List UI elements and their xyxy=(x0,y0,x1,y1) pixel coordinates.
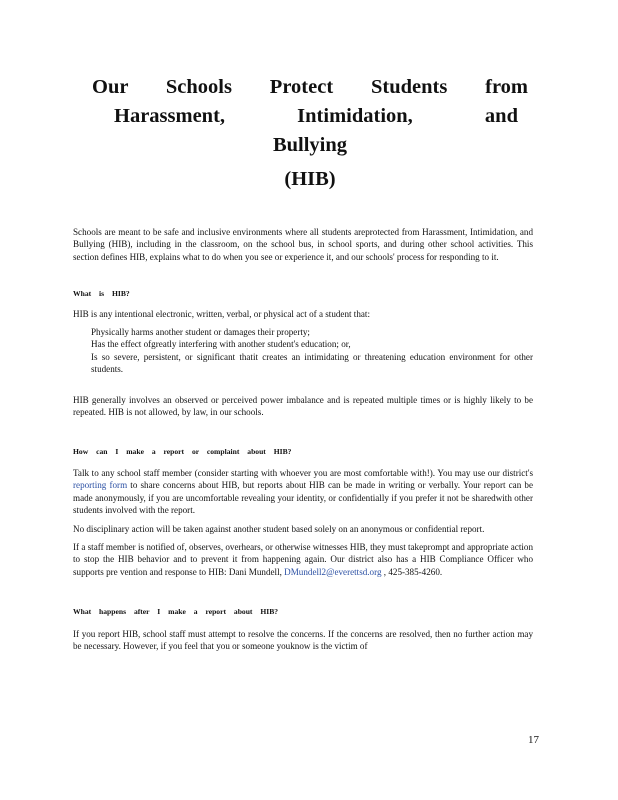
after-report-paragraph: If you report HIB, school staff must attempt to resolve the concerns. If the concerns are resolved, then no further action may be necessary. However, if you feel that you or someone youknow is the victim of xyxy=(73,628,533,651)
report-text-after-email: , 425-385-4260. xyxy=(383,566,443,577)
page-number: 17 xyxy=(528,734,539,746)
compliance-officer-email-link[interactable]: DMundell2@everettsd.org xyxy=(284,566,382,577)
title-line-3: Bullying xyxy=(272,134,348,156)
title-line-2: Harassment, Intimidation, and xyxy=(114,105,518,127)
report-text-before-link: Talk to any school staff member (consider starting with whoever you are most comfortable with!). You may use our district's xyxy=(73,467,533,478)
report-paragraph-3 xyxy=(73,541,533,578)
document-body xyxy=(73,226,533,652)
list-item xyxy=(73,351,533,376)
list-item xyxy=(73,338,533,350)
what-is-closing-paragraph: HIB generally involves an observed or perceived power imbalance and is repeated multiple times or is highly likely to be repeated. HIB is not allowed, by law, in our schools. xyxy=(73,394,533,418)
title-acronym: (HIB) xyxy=(284,168,336,190)
list-item-text: Physically harms another student or damages their property; xyxy=(91,327,310,338)
report-paragraph-2: No disciplinary action will be taken against another student based solely on an anonymous or confidential report. xyxy=(73,523,485,534)
report-text-after-link: to share concerns about HIB, but reports about HIB can be made in writing or verbally. Your report can be made anonymously, if you are uncomfortable revealing your identity, or confidentially if you prefer it not be sharedwith other students involved with the report. xyxy=(73,480,533,516)
intro-paragraph: Schools are meant to be safe and inclusive environments where all students areprotected from Harassment, Intimidation, and Bullying (HIB), including in the classroom, on the school bus, in school sports, and during other school activities. This section defines HIB, explains what to do when you see or experience it, and our schools' process for responding to it. xyxy=(73,227,533,262)
hib-criteria-list xyxy=(73,326,533,376)
section-heading-after-report: What happens after I make a report about HIB? xyxy=(73,607,279,617)
what-is-lead: HIB is any intentional electronic, written, verbal, or physical act of a student that: xyxy=(73,308,370,319)
page-title xyxy=(70,73,550,194)
list-item xyxy=(73,326,533,338)
report-paragraph-1 xyxy=(73,467,533,517)
list-item-text: Has the effect ofgreatly interfering with another student's education; or, xyxy=(91,339,351,350)
reporting-form-link[interactable]: reporting form xyxy=(73,480,128,491)
section-heading-what-is-hib: What is HIB? xyxy=(73,289,130,299)
report-text-before-email: If a staff member is notified of, observes, overhears, or otherwise witnesses HIB, they must takeprompt and appropriate action to stop the HIB behavior and to prevent it from happening again. Our district also has a HIB Compliance Officer who supports pre vention and response to HIB: Dani Mundell, xyxy=(73,541,533,577)
section-heading-how-to-report: How can I make a report or complaint about HIB? xyxy=(73,447,292,457)
list-item-text: Is so severe, persistent, or significant thatit creates an intimidating or threatening education environment for other students. xyxy=(91,351,533,375)
title-line-1: Our Schools Protect Students from xyxy=(92,76,528,98)
